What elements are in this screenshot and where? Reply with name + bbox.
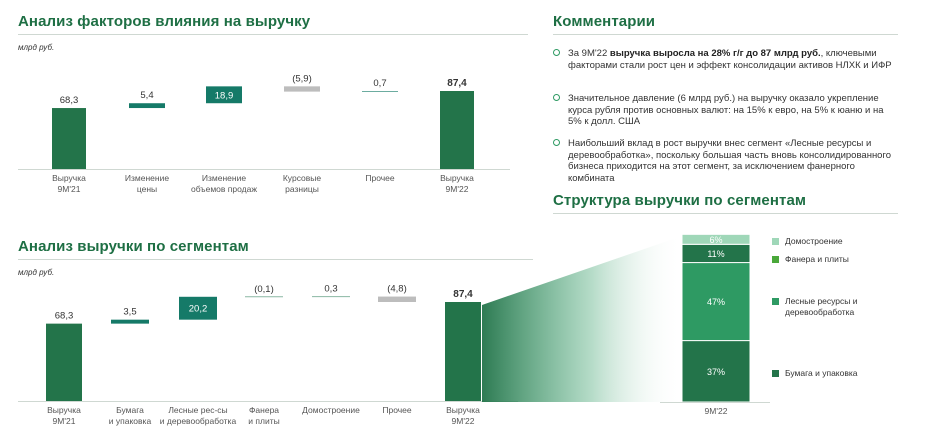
waterfall-bar xyxy=(52,108,86,169)
waterfall-data-label: 68,3 xyxy=(59,95,79,107)
comments-title-rule xyxy=(553,34,898,35)
waterfall-data-label: 87,4 xyxy=(447,78,467,89)
waterfall-category-label: Выручка 9М'22 xyxy=(440,173,474,194)
factors-title-rule xyxy=(18,34,528,35)
bullet-circle-icon xyxy=(553,49,560,56)
waterfall-category-label: Фанера и плиты xyxy=(248,405,280,426)
comment-item-2: Значительное давление (6 млрд руб.) на выручку оказало укрепление курса рубля против основных валют: на 15% к евро, на 5% к юаню и на 5% к долл. США xyxy=(553,93,898,128)
stack-connector xyxy=(482,236,682,436)
factors-unit: млрд руб. xyxy=(18,43,55,52)
waterfall-bar xyxy=(129,103,165,108)
stack-segment-label: 37% xyxy=(706,366,726,377)
waterfall-category-label: Выручка 9М'21 xyxy=(47,405,81,426)
waterfall-data-label: (0,1) xyxy=(254,283,274,295)
waterfall-bar xyxy=(284,86,320,91)
comment-item-3: Наибольший вклад в рост выручки внес сегмент «Лесные ресурсы и деревообработка», поскольку большая часть вновь консолидированного бизнеса приходится на этот сегмент, за исключением фанерного комбината xyxy=(553,138,898,184)
legend-label: Бумага и упаковка xyxy=(785,368,858,378)
waterfall-data-label: 5,4 xyxy=(140,90,154,102)
bullet-circle-icon xyxy=(553,139,560,146)
waterfall-bar xyxy=(362,91,398,92)
legend-item xyxy=(785,296,895,318)
waterfall-bar xyxy=(440,91,474,169)
legend-item xyxy=(785,254,895,265)
legend-swatch-icon xyxy=(772,370,779,377)
segments-title-rule xyxy=(18,259,533,260)
waterfall-data-label: 3,5 xyxy=(123,306,137,318)
stack-category-label: 9М'22 xyxy=(704,406,728,416)
segments-title: Анализ выручки по сегментам xyxy=(18,238,249,255)
waterfall-bar xyxy=(445,302,481,401)
legend-item xyxy=(785,368,895,379)
structure-title-rule xyxy=(553,213,898,214)
waterfall-data-label: (5,9) xyxy=(292,73,312,85)
waterfall-category-label: Курсовые разницы xyxy=(282,173,322,194)
waterfall-category-label: Изменение объемов продаж xyxy=(190,173,258,194)
structure-stacked-bar xyxy=(660,236,770,436)
factors-title: Анализ факторов влияния на выручку xyxy=(18,13,311,30)
waterfall-data-label: 68,3 xyxy=(54,310,74,322)
stack-segment-label: 47% xyxy=(706,297,726,308)
waterfall-data-label: 20,2 xyxy=(188,303,208,315)
legend-label: Фанера и плиты xyxy=(785,254,849,264)
waterfall-category-label: Домостроение xyxy=(302,405,360,415)
waterfall-data-label: 0,3 xyxy=(324,283,338,295)
waterfall-category-label: Лесные рес-сы и деревообработка xyxy=(159,405,237,426)
comments-title: Комментарии xyxy=(553,13,656,30)
waterfall-data-label: 87,4 xyxy=(453,289,473,300)
waterfall-category-label: Выручка 9М'22 xyxy=(446,405,480,426)
waterfall-category-label: Прочее xyxy=(365,173,395,183)
legend-item xyxy=(785,236,895,247)
legend-label: Домостроение xyxy=(785,236,843,246)
comment-item-1: За 9М'22 выручка выросла на 28% г/г до 87 млрд руб., ключевыми факторами стали рост цен и эффект консолидации активов НЛХК и ИФР xyxy=(553,48,898,71)
segments-unit: млрд руб. xyxy=(18,268,55,277)
factors-waterfall-chart xyxy=(18,60,528,220)
waterfall-category-label: Изменение цены xyxy=(124,173,170,194)
stack-segment-label: 6% xyxy=(709,234,723,245)
waterfall-category-label: Выручка 9М'21 xyxy=(52,173,86,194)
waterfall-bar xyxy=(46,324,82,401)
legend-label: Лесные ресурсы и деревообработка xyxy=(785,296,858,317)
waterfall-data-label: (4,8) xyxy=(387,283,407,295)
structure-title: Структура выручки по сегментам xyxy=(553,192,807,209)
legend-swatch-icon xyxy=(772,298,779,305)
bullet-circle-icon xyxy=(553,94,560,101)
waterfall-data-label: 0,7 xyxy=(373,78,387,89)
legend-swatch-icon xyxy=(772,256,779,263)
segments-waterfall-chart xyxy=(18,280,538,440)
waterfall-category-label: Бумага и упаковка xyxy=(108,405,152,426)
waterfall-category-label: Прочее xyxy=(382,405,412,415)
waterfall-bar xyxy=(111,320,149,324)
waterfall-data-label: 18,9 xyxy=(214,90,234,102)
legend-swatch-icon xyxy=(772,238,779,245)
stack-segment-label: 11% xyxy=(707,248,725,259)
waterfall-bar xyxy=(378,297,416,302)
